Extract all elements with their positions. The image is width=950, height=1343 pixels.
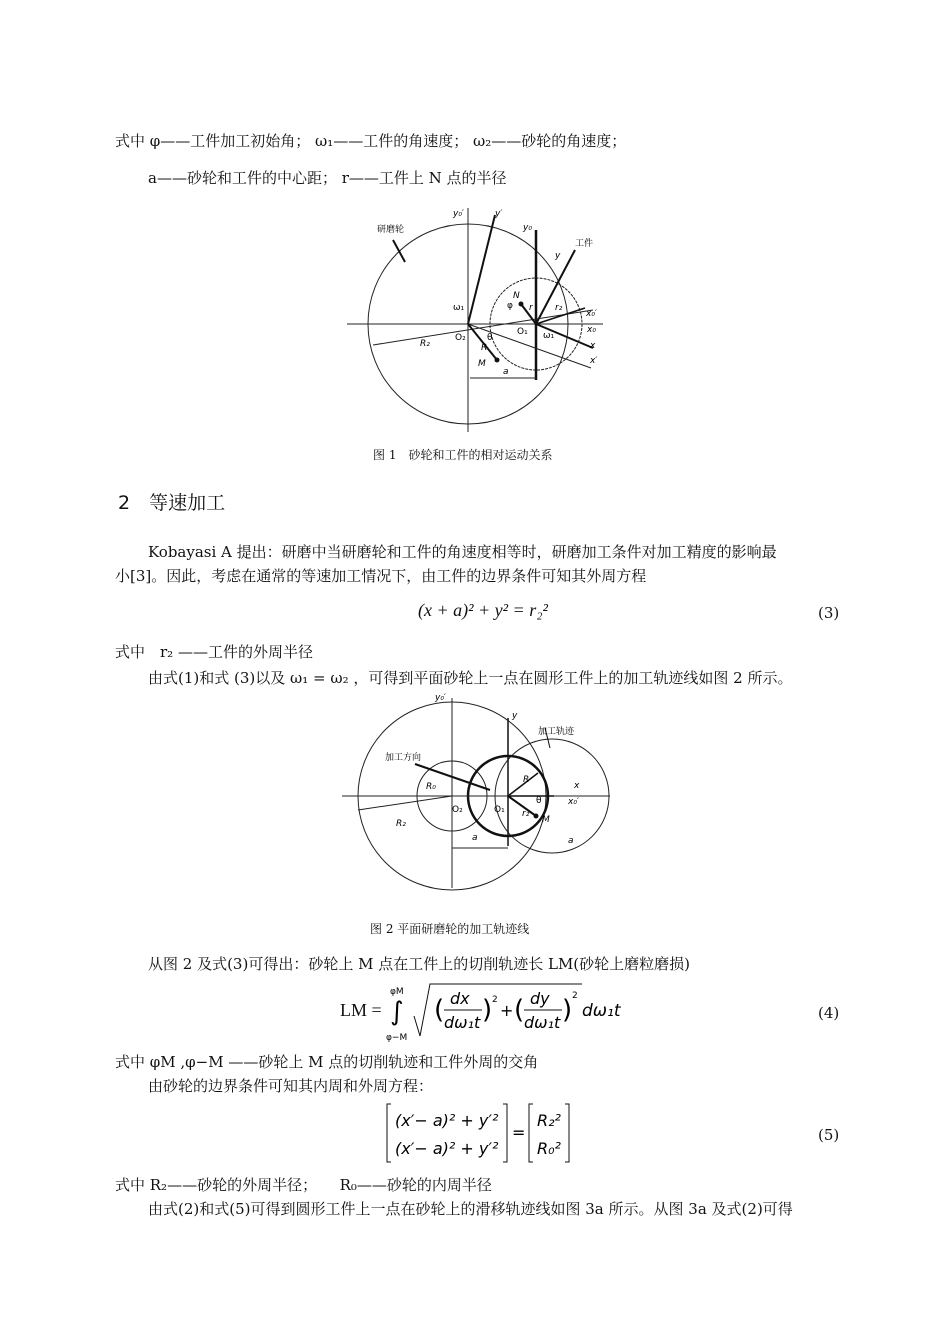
svg-text:2: 2 bbox=[492, 995, 498, 1005]
svg-text:加工方向: 加工方向 bbox=[385, 753, 422, 763]
paragraph-4: 由砂轮的边界条件可知其内周和外周方程： bbox=[148, 1077, 434, 1095]
svg-text:R: R bbox=[523, 775, 530, 785]
symbol-definition-phi-m: 式中 φM ,φ−M ——砂轮上 M 点的切削轨迹和工件外周的交角 bbox=[115, 1053, 539, 1071]
svg-text:(: ( bbox=[514, 995, 525, 1025]
svg-text:y₀′: y₀′ bbox=[453, 209, 464, 219]
section-heading: 2 等速加工 bbox=[118, 492, 226, 514]
svg-text:x: x bbox=[590, 341, 596, 351]
svg-text:研磨轮: 研磨轮 bbox=[377, 225, 405, 235]
symbol-definitions-line-1: 式中 φ——工件加工初始角； ω₁——工件的角速度； ω₂——砂轮的角速度； bbox=[115, 132, 627, 150]
svg-text:ω₁: ω₁ bbox=[543, 331, 555, 341]
svg-text:): ) bbox=[482, 995, 493, 1025]
svg-text:dω₁t: dω₁t bbox=[444, 1013, 481, 1032]
paragraph-2: 由式(1)和式 (3)以及 ω₁ = ω₂ ，可得到平面砂轮上一点在圆形工件上的加工轨迹线如图 2 所示。 bbox=[148, 669, 793, 687]
svg-text:工件: 工件 bbox=[575, 239, 594, 249]
svg-text:x₀′: x₀′ bbox=[568, 797, 579, 807]
svg-text:r: r bbox=[529, 303, 533, 313]
figure-1-caption: 图 1 砂轮和工件的相对运动关系 bbox=[373, 448, 553, 462]
svg-text:R₂: R₂ bbox=[396, 819, 406, 829]
svg-text:y: y bbox=[512, 711, 518, 721]
equation-3: (x + a)² + y² = r₂² bbox=[418, 600, 548, 620]
svg-text:φM: φM bbox=[390, 987, 404, 997]
svg-text:O₁: O₁ bbox=[517, 327, 528, 337]
svg-text:x′: x′ bbox=[590, 356, 598, 366]
svg-text:∫: ∫ bbox=[390, 997, 404, 1027]
svg-text:a: a bbox=[568, 836, 574, 846]
svg-text:R₂: R₂ bbox=[420, 339, 430, 349]
svg-text:y₀′: y₀′ bbox=[435, 693, 446, 703]
symbol-definition-r2-r0: 式中 R₂——砂轮的外周半径； R₀——砂轮的内周半径 bbox=[115, 1176, 492, 1194]
svg-text:x₀′: x₀′ bbox=[586, 309, 597, 319]
figure-2-caption: 图 2 平面研磨轮的加工轨迹线 bbox=[370, 922, 530, 936]
symbol-definitions-line-2: a——砂轮和工件的中心距； r——工件上 N 点的半径 bbox=[148, 169, 507, 187]
equation-4-number: (4) bbox=[818, 1004, 840, 1022]
svg-text:x₀: x₀ bbox=[587, 325, 596, 335]
symbol-definition-r2: 式中 r₂ ——工件的外周半径 bbox=[115, 643, 313, 661]
svg-text:a: a bbox=[503, 367, 509, 377]
equation-4-lhs: LM = bbox=[340, 1000, 382, 1020]
svg-text:dω₁t: dω₁t bbox=[524, 1013, 561, 1032]
svg-text:=: = bbox=[512, 1123, 526, 1142]
svg-text:y′: y′ bbox=[495, 209, 503, 219]
svg-text:dx: dx bbox=[450, 989, 470, 1008]
svg-text:N: N bbox=[513, 291, 520, 301]
svg-text:θ: θ bbox=[487, 333, 493, 343]
paragraph-1-line-2: 小[3]。因此，考虑在通常的等速加工情况下，由工件的边界条件可知其外周方程 bbox=[115, 567, 647, 585]
svg-text:): ) bbox=[562, 995, 573, 1025]
svg-text:φ−M: φ−M bbox=[386, 1033, 408, 1043]
svg-text:dω₁t: dω₁t bbox=[582, 1001, 621, 1021]
svg-text:dy: dy bbox=[530, 989, 550, 1008]
svg-text:O₂: O₂ bbox=[452, 805, 463, 815]
svg-text:R₂²: R₂² bbox=[537, 1111, 561, 1130]
svg-text:O₂: O₂ bbox=[455, 333, 466, 343]
svg-text:2: 2 bbox=[572, 991, 578, 1001]
equation-4-integral bbox=[382, 980, 632, 1044]
figure-2-diagram bbox=[340, 688, 620, 918]
svg-text:O₁: O₁ bbox=[494, 805, 505, 815]
paragraph-3: 从图 2 及式(3)可得出：砂轮上 M 点在工件上的切削轨迹长 LM(砂轮上磨粒磨损) bbox=[148, 955, 691, 973]
svg-text:R₀²: R₀² bbox=[537, 1139, 561, 1158]
equation-3-number: (3) bbox=[818, 604, 840, 622]
svg-text:y: y bbox=[555, 251, 561, 261]
equation-5-number: (5) bbox=[818, 1126, 840, 1144]
svg-text:(: ( bbox=[434, 995, 445, 1025]
svg-text:+: + bbox=[500, 1001, 514, 1020]
svg-text:加工轨迹: 加工轨迹 bbox=[538, 727, 575, 737]
figure-1-diagram bbox=[345, 200, 615, 450]
svg-text:θ: θ bbox=[536, 796, 542, 806]
svg-text:ω₁: ω₁ bbox=[453, 303, 465, 313]
svg-text:(x′− a)² + y′²: (x′− a)² + y′² bbox=[395, 1111, 499, 1130]
svg-text:R₀: R₀ bbox=[426, 782, 436, 792]
svg-text:x: x bbox=[574, 781, 580, 791]
svg-text:φ: φ bbox=[507, 301, 513, 311]
equation-5-matrix bbox=[385, 1100, 585, 1166]
svg-text:M: M bbox=[478, 359, 486, 369]
svg-text:R: R bbox=[481, 343, 488, 353]
svg-text:r₂: r₂ bbox=[555, 303, 563, 313]
svg-text:y₀: y₀ bbox=[523, 223, 532, 233]
svg-text:(x′− a)² + y′²: (x′− a)² + y′² bbox=[395, 1139, 499, 1158]
paragraph-5: 由式(2)和式(5)可得到圆形工件上一点在砂轮上的滑移轨迹线如图 3a 所示。从图 3a 及式(2)可得 bbox=[148, 1200, 793, 1218]
svg-text:a: a bbox=[472, 833, 478, 843]
svg-text:M: M bbox=[542, 815, 550, 825]
svg-text:r₂: r₂ bbox=[522, 809, 530, 819]
paragraph-1-line-1: Kobayasi A 提出：研磨中当研磨轮和工件的角速度相等时，研磨加工条件对加工精度的影响最 bbox=[148, 543, 777, 561]
